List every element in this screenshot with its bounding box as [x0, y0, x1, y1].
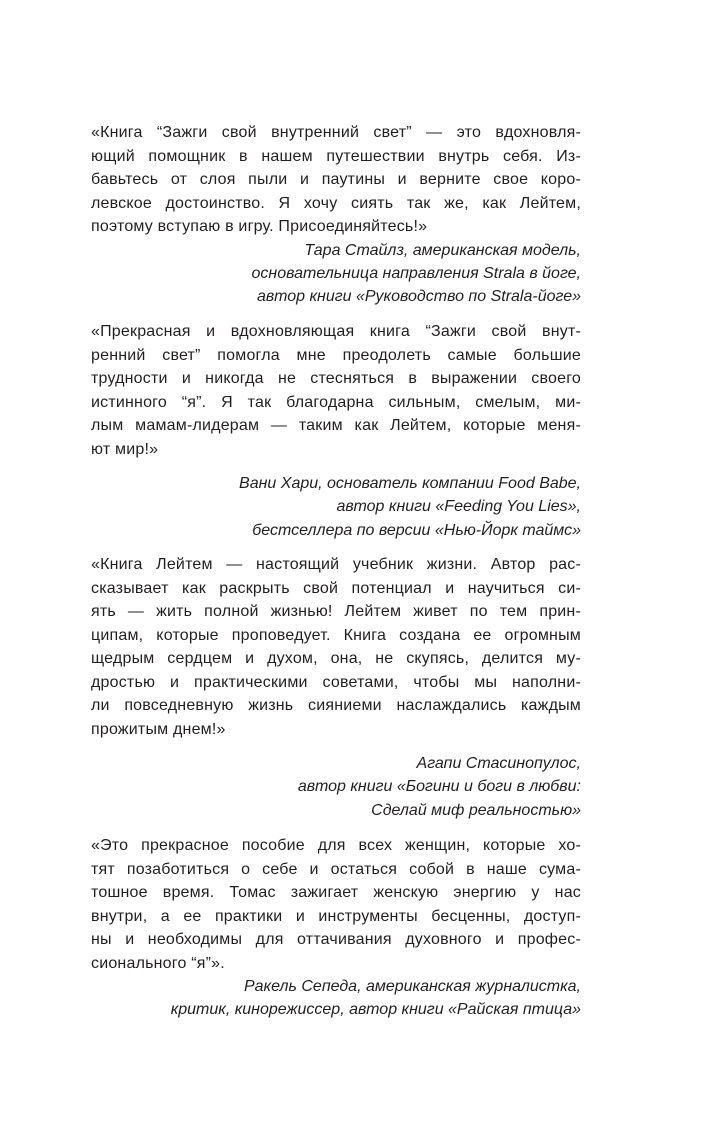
testimonial-attribution	[91, 975, 581, 1022]
attribution-line: Тара Стайлз, американская модель,	[304, 241, 581, 259]
quote-line: ли повседневную жизнь сияниеми наслаждались каждым	[91, 697, 581, 714]
testimonial-attribution	[91, 472, 581, 542]
quote-line: поэтому вступаю в игру. Присоединяйтесь!»	[91, 218, 428, 235]
testimonial	[91, 320, 581, 542]
attribution-line: автор книги «Богини и боги в любви:	[297, 778, 581, 796]
attribution-line: автор книги «Feeding You Lies»,	[336, 498, 581, 516]
quote-line: дростью и практическими советами, чтобы мы наполни-	[91, 673, 581, 691]
quote-line: прожитым днем!»	[91, 720, 226, 738]
spacer	[91, 741, 581, 752]
quote-line: щедрым сердцем и духом, она, не скупясь, делится му-	[91, 650, 581, 667]
quote-line: сионального “я”».	[91, 954, 225, 972]
quote-line: ны и необходимы для оттачивания духовного и профес-	[91, 931, 581, 948]
attribution-line: Агапи Стасинопулос,	[416, 755, 581, 772]
quote-line: «Книга “Зажги свой внутренний свет” — это вдохновля-	[91, 124, 581, 141]
testimonial-attribution	[91, 752, 581, 822]
quote-line: трудности и никогда не стесняться в выражении своего	[91, 370, 581, 387]
attribution-line: бестселлера по версии «Нью-Йорк таймс»	[252, 521, 581, 539]
spacer	[91, 461, 581, 472]
quote-line: бавьтесь от слоя пыли и паутины и верните свое коро-	[91, 171, 581, 188]
testimonial	[91, 553, 581, 822]
testimonial-quote	[91, 320, 581, 461]
testimonial	[91, 834, 581, 1022]
attribution-line: критик, кинорежиссер, автор книги «Райская птица»	[170, 1001, 581, 1019]
quote-line: лым мамам-лидерам — таким как Лейтем, которые меня-	[91, 417, 581, 434]
testimonial-quote	[91, 553, 581, 741]
attribution-line: Сделай миф реальностью»	[371, 801, 581, 819]
quote-line: истинного “я”. Я так благодарна сильным, смелым, ми-	[91, 393, 581, 411]
attribution-line: автор книги «Руководство по Strala-йоге»	[257, 288, 581, 306]
attribution-line: Вани Хари, основатель компании Food Babe,	[239, 475, 581, 492]
quote-line: тошное время. Томас зажигает женскую энергию у нас	[91, 884, 581, 901]
quote-line: тят позаботиться о себе и остаться собой в наше сума-	[91, 860, 581, 878]
quote-line: ют мир!»	[91, 440, 159, 458]
testimonial-quote	[91, 121, 581, 239]
quote-line: «Это прекрасное пособие для всех женщин, которые хо-	[91, 837, 581, 854]
quote-line: ющий помощник в нашем путешествии внутрь себя. Из-	[91, 147, 581, 165]
testimonial-attribution	[91, 239, 581, 309]
testimonial	[91, 121, 581, 308]
quote-line: левское достоинство. Я хочу сиять так же, как Лейтем,	[91, 194, 581, 212]
quote-line: ципам, которые проповедует. Книга создана ее огромным	[91, 626, 581, 644]
quote-line: «Книга Лейтем — настоящий учебник жизни. Автор рас-	[91, 556, 581, 573]
quote-line: «Прекрасная и вдохновляющая книга “Зажги свой внут-	[91, 323, 581, 340]
attribution-line: основательница направления Strala в йоге,	[251, 264, 581, 282]
quote-line: внутри, а ее практики и инструменты бесценны, доступ-	[91, 907, 581, 925]
testimonial-quote	[91, 834, 581, 975]
quote-line: ять — жить полной жизнью! Лейтем живет по тем прин-	[91, 603, 581, 620]
attribution-line: Ракель Сепеда, американская журналистка,	[243, 978, 581, 995]
quote-line: ренний свет” помогла мне преодолеть самые большие	[91, 346, 581, 364]
quote-line: сказывает как раскрыть свой потенциал и научиться си-	[91, 579, 581, 597]
